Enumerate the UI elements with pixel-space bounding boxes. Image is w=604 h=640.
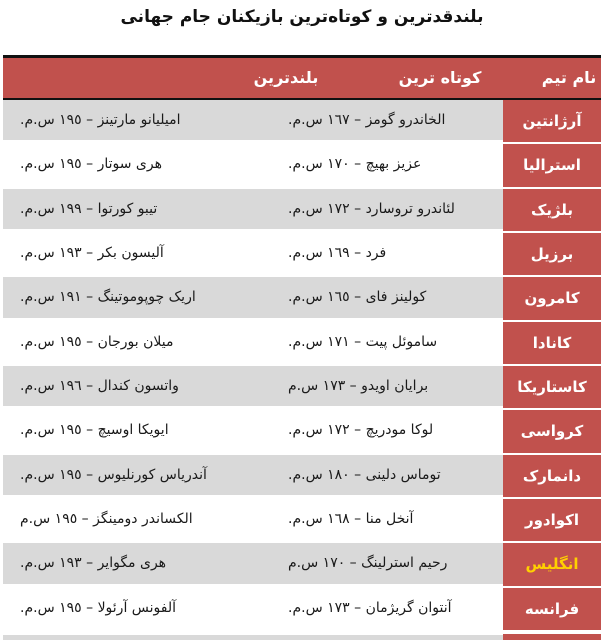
tallest-player-cell: میلان بورجان – ١٩٥ س.م.	[3, 322, 283, 366]
page-title: بلندقدترین و کوتاه‌ترین بازیکنان جام جهانی	[120, 7, 484, 27]
team-name: کرواسی	[520, 422, 584, 441]
table-row	[3, 410, 601, 454]
team-name: کاستاریکا	[517, 378, 587, 397]
tallest-player-cell: الکساندر دومینگز – ١٩٥ س.م	[3, 499, 283, 543]
data-cell-cutoff	[3, 632, 503, 640]
tallest-player-cell: هری سوتار – ١٩٥ س.م.	[3, 144, 283, 188]
team-name-cell	[503, 499, 601, 543]
team-name: کانادا	[532, 333, 572, 352]
shortest-player-cell: لوکا مودریچ – ١٧٢ س.م.	[283, 410, 503, 454]
shortest-player-cell: لئاندرو تروسارد – ١٧٢ س.م.	[283, 189, 503, 233]
table-row	[3, 499, 601, 543]
team-name-cell	[503, 588, 601, 632]
shortest-player-cell: توماس دلینی – ١٨٠ س.م.	[283, 455, 503, 499]
team-name-cell	[503, 543, 601, 587]
table-header-row	[3, 55, 601, 100]
team-name-cell	[503, 144, 601, 188]
team-name-cell	[503, 322, 601, 366]
team-name: کامرون	[524, 289, 580, 308]
team-name: اکوادور	[524, 511, 580, 530]
tallest-player-cell: هری مگوایر – ١٩٣ س.م.	[3, 543, 283, 587]
table-row	[3, 144, 601, 188]
table-row	[3, 588, 601, 632]
table-row	[3, 100, 601, 144]
team-name-cell-cutoff	[503, 632, 601, 640]
table-row	[3, 366, 601, 410]
team-name-cell	[503, 366, 601, 410]
team-name: بلژیک	[530, 200, 574, 219]
table-row	[3, 322, 601, 366]
table-body	[3, 100, 601, 632]
shortest-player-cell: کولینز فای – ١٦٥ س.م.	[283, 277, 503, 321]
table-row-cutoff	[3, 632, 601, 640]
team-name: فرانسه	[524, 599, 580, 618]
shortest-player-cell: برایان اویدو – ١٧٣ س.م	[283, 366, 503, 410]
tallest-player-cell: امیلیانو مارتینز – ١٩٥ س.م.	[3, 100, 283, 144]
table-row	[3, 543, 601, 587]
shortest-player-cell: عزیز بهیچ – ١٧٠ س.م.	[283, 144, 503, 188]
team-name: انگلیس	[525, 555, 579, 574]
team-name-cell	[503, 277, 601, 321]
tallest-player-cell: آلفونس آرئولا – ١٩٥ س.م.	[3, 588, 283, 632]
table-row	[3, 233, 601, 277]
shortest-player-cell: آنتوان گریژمان – ١٧٣ س.م.	[283, 588, 503, 632]
table-row	[3, 277, 601, 321]
shortest-player-cell: الخاندرو گومز – ١٦٧ س.م.	[283, 100, 503, 144]
players-height-table	[3, 55, 601, 640]
tallest-player-cell: آندریاس کورنلیوس – ١٩٥ س.م.	[3, 455, 283, 499]
shortest-player-cell: رحیم استرلینگ – ١٧٠ س.م	[283, 543, 503, 587]
tallest-player-cell: ایویکا اوسیچ – ١٩٥ س.م.	[3, 410, 283, 454]
team-name: آرژانتین	[522, 112, 582, 131]
table-row	[3, 189, 601, 233]
team-name-cell	[503, 233, 601, 277]
shortest-player-cell: ساموئل پیت – ١٧١ س.م.	[283, 322, 503, 366]
table-row	[3, 455, 601, 499]
tallest-player-cell: واتسون کندال – ١٩٦ س.م.	[3, 366, 283, 410]
team-name-cell	[503, 189, 601, 233]
tallest-player-cell: آلیسون بکر – ١٩٣ س.م.	[3, 233, 283, 277]
team-name: دانمارک	[522, 466, 582, 485]
team-name-cell	[503, 100, 601, 144]
shortest-player-cell: آنخل منا – ١٦٨ س.م.	[283, 499, 503, 543]
team-name-cell	[503, 455, 601, 499]
tallest-player-cell: تیبو کورتوا – ١٩٩ س.م.	[3, 189, 283, 233]
team-name: برزیل	[530, 245, 574, 264]
header-team-name: نام تیم	[541, 68, 597, 87]
header-shortest: کوتاه ترین	[398, 68, 482, 87]
tallest-player-cell: اریک چوپوموتینگ – ١٩١ س.م.	[3, 277, 283, 321]
header-tallest: بلندترین	[253, 68, 319, 87]
shortest-player-cell: فرد – ١٦٩ س.م.	[283, 233, 503, 277]
team-name: استرالیا	[523, 156, 581, 175]
team-name-cell	[503, 410, 601, 454]
